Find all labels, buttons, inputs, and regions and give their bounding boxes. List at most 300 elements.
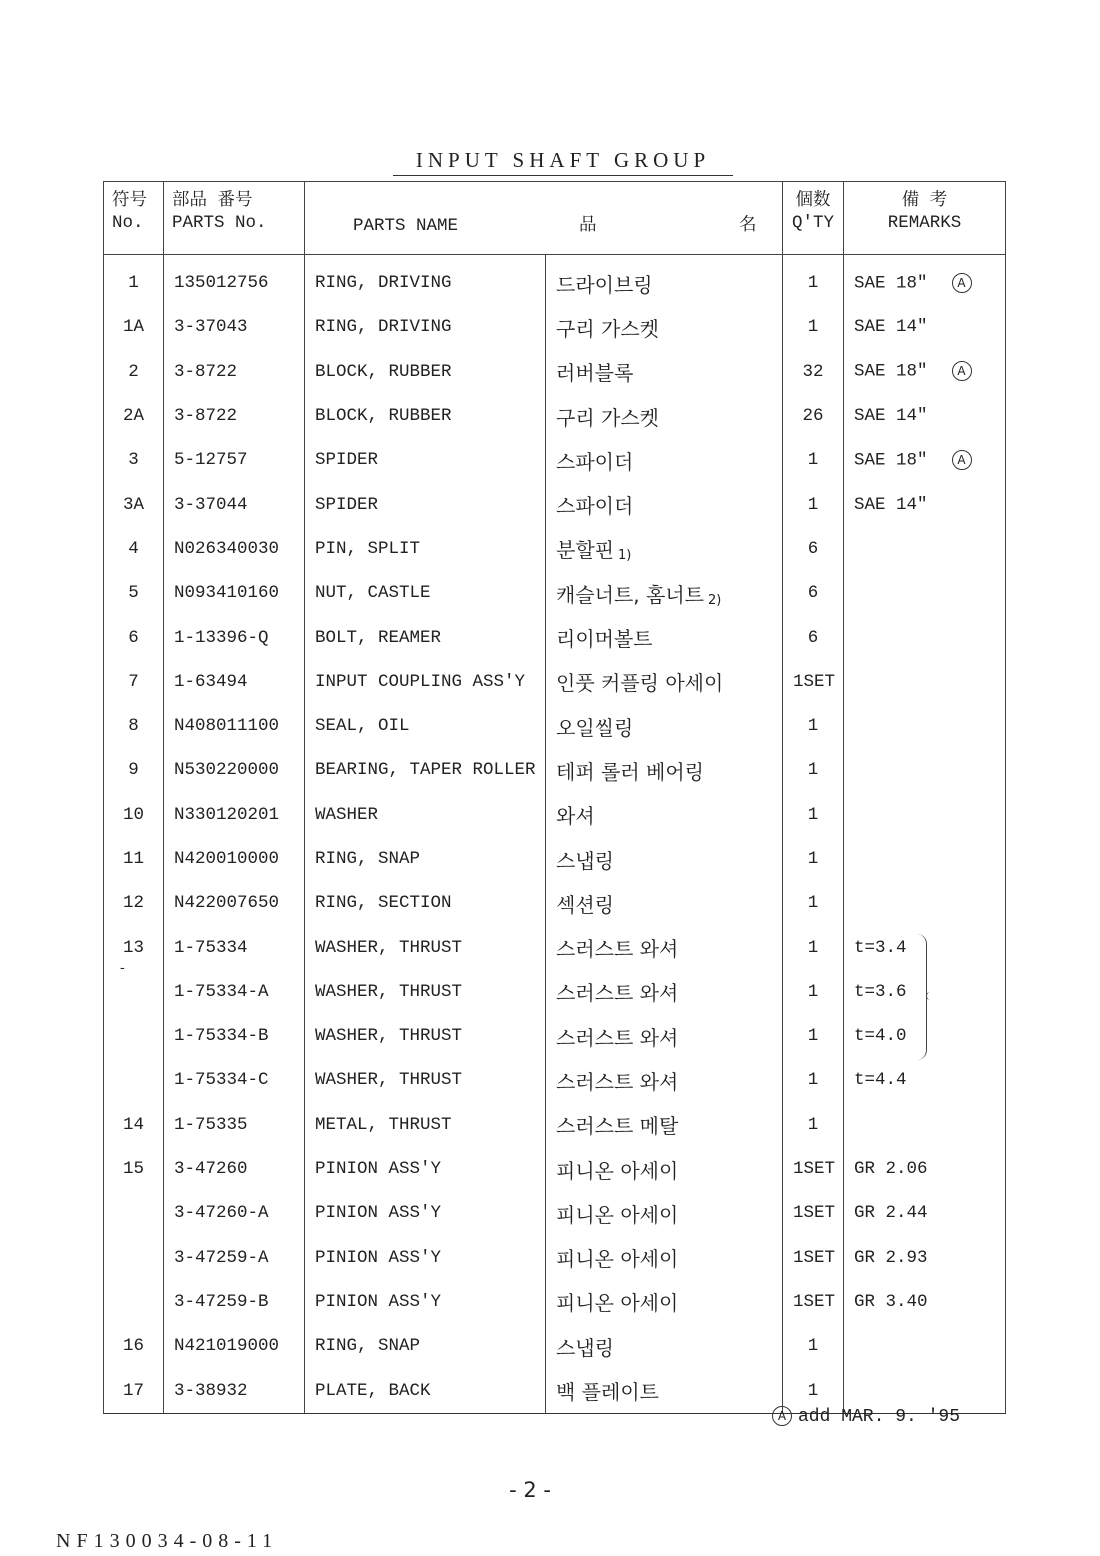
row-remarks — [844, 255, 1006, 306]
row-no — [104, 1191, 164, 1235]
table-row — [104, 1280, 1006, 1324]
row-part-no-text: N093410160 — [174, 583, 280, 604]
row-qty-text: 1 — [807, 1380, 819, 1401]
row-parts-name-text: WASHER, THRUST — [315, 1026, 463, 1047]
row-qty — [783, 1058, 844, 1102]
row-korean-name — [546, 394, 783, 438]
row-qty — [783, 1191, 844, 1235]
row-korean-name-text: 캐슬너트, 홈너트 — [556, 582, 704, 607]
row-part-no — [164, 970, 305, 1014]
row-parts-name — [305, 748, 546, 792]
row-korean-name — [546, 1147, 783, 1191]
row-korean-name-text: 인풋 커플링 아세이 — [556, 671, 724, 696]
row-korean-name — [546, 255, 783, 306]
row-qty-text: 1SET — [793, 1291, 836, 1312]
row-parts-name — [305, 925, 546, 969]
row-korean-name — [546, 660, 783, 704]
row-korean-name-text: 스파이더 — [556, 449, 634, 474]
row-no — [104, 970, 164, 1014]
row-qty-text: 1 — [807, 450, 819, 471]
row-remarks-text: t=4.0 — [854, 1026, 907, 1047]
row-parts-name-text: SPIDER — [315, 450, 379, 471]
row-part-no — [164, 482, 305, 526]
row-remarks — [844, 1324, 1006, 1368]
row-qty-text: 1 — [807, 760, 819, 781]
remarks-brace — [916, 934, 927, 1060]
row-part-no-text: N408011100 — [174, 716, 280, 737]
table-row — [104, 615, 1006, 659]
row-parts-name-text: PINION ASS'Y — [315, 1291, 442, 1312]
row-parts-name-text: BOLT, REAMER — [315, 627, 442, 648]
row-qty-text: 1 — [807, 1026, 819, 1047]
row-parts-name-text: RING, SNAP — [315, 849, 421, 869]
table-row — [104, 660, 1006, 704]
row-no — [104, 255, 164, 306]
row-part-no — [164, 837, 305, 881]
row-parts-name-text: WASHER — [315, 804, 379, 825]
row-qty — [783, 1280, 844, 1324]
row-korean-name — [546, 793, 783, 837]
row-parts-name-text: PLATE, BACK — [315, 1380, 431, 1401]
table-row — [104, 1014, 1006, 1058]
row-no-text: 1A — [122, 317, 144, 338]
row-part-no — [164, 793, 305, 837]
row-part-no — [164, 527, 305, 571]
table-row — [104, 837, 1006, 881]
row-remarks — [844, 350, 1006, 394]
header-no-jp: 符号 — [112, 191, 147, 211]
row-qty — [783, 925, 844, 969]
row-parts-name — [305, 1147, 546, 1191]
row-korean-name-text: 드라이브링 — [556, 272, 653, 297]
row-korean-name — [546, 837, 783, 881]
row-part-no-text: N330120201 — [174, 804, 280, 825]
row-part-no — [164, 1014, 305, 1058]
footnote-ref: 2) — [707, 592, 722, 608]
row-parts-name-text: RING, SECTION — [315, 893, 452, 914]
row-korean-name-text: 스파이더 — [556, 494, 634, 519]
row-remarks — [844, 438, 1006, 482]
page-number: - 2 - — [509, 1478, 551, 1502]
row-korean-name — [546, 305, 783, 349]
row-qty-text: 6 — [807, 627, 819, 648]
row-remarks — [844, 881, 1006, 925]
row-part-no-text: 3-37043 — [174, 317, 248, 338]
row-qty-text: 1 — [807, 1070, 819, 1091]
row-qty — [783, 1236, 844, 1280]
row-part-no — [164, 255, 305, 306]
row-no — [104, 1236, 164, 1280]
row-part-no-text: 3-47260 — [174, 1159, 248, 1180]
row-no-text: 1 — [128, 273, 139, 294]
row-qty-text: 32 — [802, 361, 824, 382]
row-parts-name — [305, 1324, 546, 1368]
header-name-en: PARTS NAME — [353, 216, 459, 236]
table-row — [104, 1147, 1006, 1191]
row-part-no — [164, 438, 305, 482]
row-remarks — [844, 394, 1006, 438]
row-part-no — [164, 1103, 305, 1147]
row-parts-name-text: PIN, SPLIT — [315, 538, 421, 559]
row-remarks — [844, 615, 1006, 659]
row-no — [104, 438, 164, 482]
row-no-text: 17 — [122, 1380, 144, 1401]
row-parts-name-text: NUT, CASTLE — [315, 583, 431, 604]
revision-mark-icon: A — [952, 273, 972, 293]
row-remarks-text: SAE 14" — [854, 406, 928, 427]
row-parts-name-text: INPUT COUPLING ASS'Y — [315, 671, 526, 692]
row-parts-name — [305, 1014, 546, 1058]
row-remarks — [844, 1147, 1006, 1191]
row-korean-name-text: 스러스트 와셔 — [556, 937, 679, 962]
row-korean-name-text: 구리 가스켓 — [556, 405, 659, 430]
header-name-ko2: 名 — [739, 215, 757, 235]
row-parts-name — [305, 1368, 546, 1413]
row-korean-name — [546, 970, 783, 1014]
row-part-no-text: 1-75334-B — [174, 1026, 269, 1047]
row-parts-name — [305, 394, 546, 438]
table-row — [104, 527, 1006, 571]
row-no-text: 2 — [128, 361, 139, 382]
row-remarks — [844, 748, 1006, 792]
row-korean-name — [546, 704, 783, 748]
row-remarks-text: SAE 18" — [854, 273, 928, 294]
row-part-no-text: 1-63494 — [174, 671, 248, 692]
row-parts-name — [305, 482, 546, 526]
stray-mark: - — [120, 960, 125, 976]
row-parts-name-text: SPIDER — [315, 494, 379, 515]
header-remarks — [844, 182, 1006, 255]
document-number: NF130034-08-11 — [56, 1530, 279, 1552]
row-korean-name-text: 스냅링 — [556, 1335, 614, 1360]
row-qty — [783, 748, 844, 792]
row-parts-name — [305, 571, 546, 615]
row-qty-text: 6 — [807, 538, 819, 559]
row-korean-name-text: 스러스트 와셔 — [556, 981, 679, 1006]
row-parts-name-text: PINION ASS'Y — [315, 1203, 442, 1224]
row-parts-name-text: RING, DRIVING — [315, 317, 452, 338]
row-remarks — [844, 660, 1006, 704]
row-remarks-text: SAE 14" — [854, 494, 928, 515]
row-korean-name-text: 피니온 아세이 — [556, 1247, 679, 1272]
row-qty — [783, 527, 844, 571]
row-part-no-text: N530220000 — [174, 760, 280, 781]
header-rem-jp: 備 考 — [901, 191, 948, 211]
row-parts-name — [305, 660, 546, 704]
page-title: INPUT SHAFT GROUP — [393, 146, 733, 176]
row-qty-text: 1SET — [793, 671, 836, 692]
row-parts-name — [305, 970, 546, 1014]
row-remarks — [844, 793, 1006, 837]
row-qty-text: 1 — [807, 849, 819, 869]
row-korean-name — [546, 1058, 783, 1102]
row-korean-name — [546, 1368, 783, 1413]
row-parts-name — [305, 438, 546, 482]
row-qty — [783, 837, 844, 881]
row-korean-name-text: 백 플레이트 — [556, 1380, 659, 1405]
row-parts-name — [305, 527, 546, 571]
row-parts-name — [305, 881, 546, 925]
row-remarks — [844, 482, 1006, 526]
row-no-text: 10 — [122, 804, 144, 825]
row-part-no-text: 1-75334-C — [174, 1070, 269, 1091]
row-parts-name — [305, 1058, 546, 1102]
row-qty — [783, 660, 844, 704]
row-parts-name — [305, 1191, 546, 1235]
row-qty — [783, 1147, 844, 1191]
row-part-no-text: N026340030 — [174, 538, 280, 559]
table-row — [104, 1103, 1006, 1147]
row-korean-name-text: 스냅링 — [556, 848, 614, 873]
row-no-text: 6 — [128, 627, 139, 648]
row-part-no-text: 1-75334 — [174, 937, 248, 958]
row-qty — [783, 394, 844, 438]
row-no — [104, 305, 164, 349]
row-qty-text: 1 — [807, 893, 819, 914]
row-qty-text: 1 — [807, 494, 819, 515]
row-remarks-text: SAE 14" — [854, 317, 928, 338]
revision-mark-icon: A — [952, 361, 972, 381]
row-qty-text: 1 — [807, 317, 819, 338]
table-row — [104, 482, 1006, 526]
row-part-no — [164, 615, 305, 659]
table-row — [104, 793, 1006, 837]
row-qty — [783, 704, 844, 748]
row-no — [104, 925, 164, 969]
parts-table — [103, 181, 1006, 1414]
row-korean-name-text: 스러스트 와셔 — [556, 1025, 679, 1050]
row-part-no-text: 1-13396-Q — [174, 627, 269, 648]
row-parts-name-text: WASHER, THRUST — [315, 981, 463, 1002]
row-part-no — [164, 704, 305, 748]
row-korean-name-text: 섹션링 — [556, 892, 614, 917]
row-part-no — [164, 925, 305, 969]
row-part-no-text: 135012756 — [174, 273, 269, 294]
row-remarks-text: GR 2.93 — [854, 1247, 928, 1268]
row-no — [104, 704, 164, 748]
row-no — [104, 571, 164, 615]
table-row — [104, 1191, 1006, 1235]
row-part-no-text: 3-47259-B — [174, 1291, 269, 1312]
header-qty-en: Q'TY — [791, 213, 834, 233]
table-row — [104, 1236, 1006, 1280]
row-part-no — [164, 1058, 305, 1102]
row-parts-name — [305, 615, 546, 659]
header-parts-name — [305, 182, 783, 255]
row-korean-name — [546, 615, 783, 659]
table-row — [104, 305, 1006, 349]
header-qty-jp: 個数 — [795, 191, 831, 211]
row-parts-name-text: PINION ASS'Y — [315, 1159, 442, 1180]
row-qty — [783, 482, 844, 526]
row-parts-name — [305, 1236, 546, 1280]
row-part-no-text: 1-75335 — [174, 1114, 248, 1135]
table-row — [104, 748, 1006, 792]
revision-note — [772, 1406, 960, 1427]
row-qty — [783, 1324, 844, 1368]
row-qty — [783, 1014, 844, 1058]
row-remarks — [844, 1191, 1006, 1235]
table-row — [104, 970, 1006, 1014]
row-korean-name — [546, 881, 783, 925]
table-row — [104, 1058, 1006, 1102]
row-parts-name-text: PINION ASS'Y — [315, 1247, 442, 1268]
row-part-no-text: 1-75334-A — [174, 981, 269, 1002]
row-parts-name-text: BLOCK, RUBBER — [315, 361, 452, 382]
row-no-text: 3A — [122, 494, 144, 515]
row-korean-name-text: 리이머볼트 — [556, 627, 653, 652]
row-qty-text: 26 — [802, 406, 824, 427]
row-no — [104, 881, 164, 925]
row-part-no-text: 3-37044 — [174, 494, 248, 515]
row-no-text: 4 — [128, 538, 139, 559]
revision-mark-icon: A — [952, 450, 972, 470]
row-parts-name-text: RING, SNAP — [315, 1336, 421, 1357]
row-no-text: 15 — [122, 1159, 144, 1180]
row-no — [104, 1324, 164, 1368]
row-korean-name-text: 테퍼 롤러 베어링 — [556, 759, 704, 784]
table-row — [104, 350, 1006, 394]
row-no — [104, 1368, 164, 1413]
row-remarks — [844, 837, 1006, 881]
row-korean-name-text: 구리 가스켓 — [556, 316, 659, 341]
footnote-ref: 1) — [617, 548, 632, 564]
row-no — [104, 350, 164, 394]
row-korean-name — [546, 1191, 783, 1235]
header-rem-en: REMARKS — [887, 213, 962, 233]
row-qty — [783, 571, 844, 615]
row-no — [104, 1147, 164, 1191]
row-korean-name-text: 스러스트 와셔 — [556, 1069, 679, 1094]
row-no-text: 11 — [122, 849, 144, 869]
row-no — [104, 527, 164, 571]
row-part-no — [164, 748, 305, 792]
row-remarks-text: t=3.4 — [854, 937, 907, 958]
row-qty — [783, 350, 844, 394]
row-part-no — [164, 881, 305, 925]
row-no — [104, 1103, 164, 1147]
row-no-text: 2A — [122, 406, 144, 427]
row-part-no — [164, 1324, 305, 1368]
row-no-text: 16 — [122, 1336, 144, 1357]
table-row — [104, 704, 1006, 748]
table-row — [104, 394, 1006, 438]
row-parts-name-text: BEARING, TAPER ROLLER — [315, 760, 536, 781]
row-remarks-text: t=3.6 — [854, 981, 907, 1002]
row-qty — [783, 305, 844, 349]
row-qty-text: 1 — [807, 716, 819, 737]
header-name-ko1: 品 — [579, 215, 597, 235]
row-remarks-text: t=4.4 — [854, 1070, 907, 1091]
row-part-no — [164, 1147, 305, 1191]
row-part-no — [164, 1368, 305, 1413]
row-parts-name-text: WASHER, THRUST — [315, 1070, 463, 1091]
row-part-no — [164, 350, 305, 394]
row-no-text: 13 — [122, 937, 144, 958]
row-parts-name — [305, 1103, 546, 1147]
row-qty-text: 1SET — [793, 1159, 836, 1180]
row-remarks — [844, 704, 1006, 748]
row-no-text: 5 — [128, 583, 139, 604]
row-part-no-text: 3-47260-A — [174, 1203, 269, 1224]
row-qty-text: 6 — [807, 583, 819, 604]
row-qty-text: 1SET — [793, 1247, 836, 1268]
row-parts-name — [305, 350, 546, 394]
row-korean-name-text: 피니온 아세이 — [556, 1291, 679, 1316]
row-no — [104, 793, 164, 837]
row-korean-name — [546, 1103, 783, 1147]
table-row — [104, 1324, 1006, 1368]
row-korean-name — [546, 748, 783, 792]
row-korean-name — [546, 1236, 783, 1280]
table-header-row — [104, 182, 1006, 255]
row-part-no-text: 3-47259-A — [174, 1247, 269, 1268]
row-remarks-text: GR 2.44 — [854, 1203, 928, 1224]
row-korean-name — [546, 925, 783, 969]
row-no — [104, 1014, 164, 1058]
row-qty-text: 1 — [807, 1336, 819, 1357]
row-korean-name — [546, 1014, 783, 1058]
row-korean-name — [546, 350, 783, 394]
row-korean-name-text: 분할핀 — [556, 538, 614, 563]
row-korean-name — [546, 1324, 783, 1368]
row-remarks-text: SAE 18" — [854, 362, 928, 383]
row-parts-name-text: WASHER, THRUST — [315, 937, 463, 958]
row-no-text: 9 — [128, 760, 139, 781]
header-parts-en: PARTS No. — [172, 213, 267, 233]
row-remarks-text: SAE 18" — [854, 450, 928, 471]
row-no — [104, 1058, 164, 1102]
row-no-text: 3 — [128, 450, 139, 471]
row-qty-text: 1 — [807, 1114, 819, 1135]
row-remarks-text: GR 2.06 — [854, 1159, 928, 1180]
revision-mark-icon: A — [772, 1406, 792, 1426]
row-korean-name-text: 스러스트 메탈 — [556, 1114, 679, 1139]
row-part-no-text: 3-8722 — [174, 361, 238, 382]
row-part-no-text: 5-12757 — [174, 450, 248, 471]
row-part-no — [164, 394, 305, 438]
row-qty — [783, 255, 844, 306]
row-no — [104, 482, 164, 526]
row-no — [104, 660, 164, 704]
row-remarks — [844, 1058, 1006, 1102]
table-row — [104, 438, 1006, 482]
row-qty-text: 1 — [807, 273, 819, 294]
row-korean-name-text: 와셔 — [556, 804, 595, 829]
row-parts-name — [305, 305, 546, 349]
row-korean-name — [546, 438, 783, 482]
row-part-no-text: N422007650 — [174, 893, 280, 914]
row-no-text: 14 — [122, 1114, 144, 1135]
row-part-no — [164, 305, 305, 349]
row-qty — [783, 1103, 844, 1147]
row-parts-name — [305, 255, 546, 306]
row-parts-name — [305, 837, 546, 881]
row-korean-name-text: 피니온 아세이 — [556, 1158, 679, 1183]
row-no — [104, 837, 164, 881]
row-part-no-text: N421019000 — [174, 1336, 280, 1357]
row-no-text: 7 — [128, 671, 139, 692]
row-remarks — [844, 1103, 1006, 1147]
row-korean-name-text: 오일씰링 — [556, 715, 634, 740]
header-qty — [783, 182, 844, 255]
row-part-no — [164, 571, 305, 615]
row-no — [104, 615, 164, 659]
row-remarks — [844, 527, 1006, 571]
row-korean-name — [546, 1280, 783, 1324]
row-part-no-text: N420010000 — [174, 849, 280, 869]
row-korean-name-text: 피니온 아세이 — [556, 1202, 679, 1227]
